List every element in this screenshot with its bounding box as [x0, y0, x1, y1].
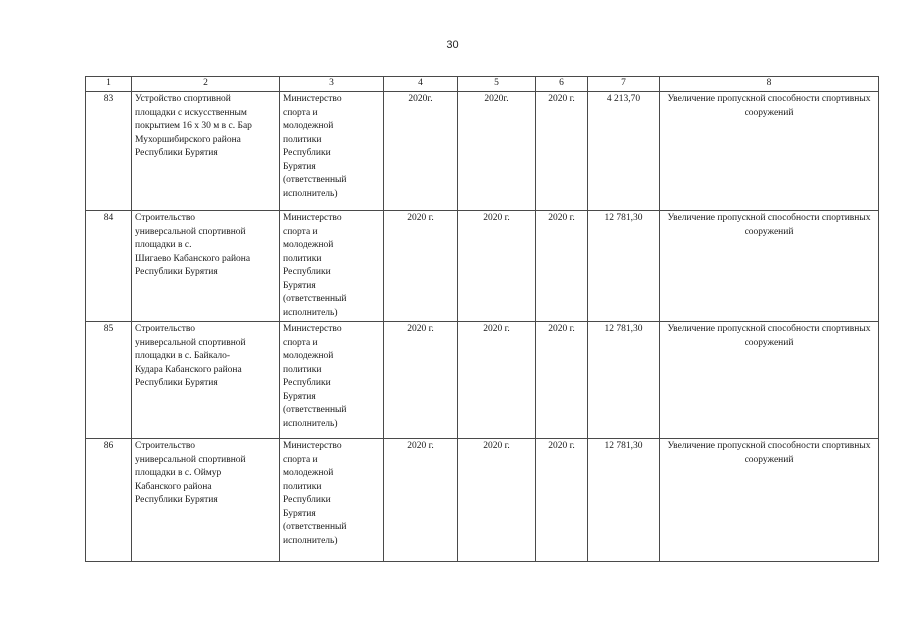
- column-header: 7: [588, 77, 660, 92]
- row-number: 85: [86, 322, 132, 439]
- executor: [280, 322, 384, 439]
- executor: [280, 211, 384, 322]
- measure-name-text: Строительство универсальной спортивной площадки в с. Оймур Кабанского района Республики Бурятия: [135, 441, 246, 505]
- year-cell: 2020 г.: [536, 322, 588, 439]
- executor-text: Министерство спорта и молодежной политики Республики Бурятия (ответственный исполнитель): [283, 94, 347, 199]
- year-cell: 2020г.: [384, 92, 458, 211]
- year-cell: 2020 г.: [536, 439, 588, 562]
- program-table: [85, 76, 879, 562]
- column-header: 2: [132, 77, 280, 92]
- year-cell: 2020 г.: [458, 211, 536, 322]
- year-cell: 2020 г.: [384, 439, 458, 562]
- amount-cell: 12 781,30: [588, 439, 660, 562]
- executor-text: Министерство спорта и молодежной политики Республики Бурятия (ответственный исполнитель): [283, 441, 347, 546]
- measure-name: [132, 211, 280, 322]
- row-number: 84: [86, 211, 132, 322]
- column-header: 3: [280, 77, 384, 92]
- executor: [280, 92, 384, 211]
- page-number: 30: [446, 39, 459, 51]
- year-cell: 2020 г.: [536, 211, 588, 322]
- table-header-row: [86, 77, 879, 92]
- year-cell: 2020 г.: [384, 211, 458, 322]
- result-cell: Увеличение пропускной способности спортивных сооружений: [660, 92, 879, 211]
- measure-name-text: Устройство спортивной площадки с искусственным покрытием 16 х 30 м в с. Бар Мухоршибирского района Республики Бурятия: [135, 94, 252, 158]
- column-header: 1: [86, 77, 132, 92]
- year-cell: 2020 г.: [458, 322, 536, 439]
- measure-name-text: Строительство универсальной спортивной площадки в с. Шигаево Кабанского района Республики Бурятия: [135, 213, 251, 277]
- row-number: 83: [86, 92, 132, 211]
- table-row: [86, 211, 879, 322]
- table-row: [86, 92, 879, 211]
- column-header: 8: [660, 77, 879, 92]
- table-row: [86, 322, 879, 439]
- row-number: 86: [86, 439, 132, 562]
- table-row: [86, 439, 879, 562]
- year-cell: 2020 г.: [458, 439, 536, 562]
- executor-text: Министерство спорта и молодежной политики Республики Бурятия (ответственный исполнитель): [283, 324, 347, 429]
- year-cell: 2020 г.: [384, 322, 458, 439]
- amount-cell: 12 781,30: [588, 211, 660, 322]
- year-cell: 2020г.: [458, 92, 536, 211]
- amount-cell: 4 213,70: [588, 92, 660, 211]
- column-header: 6: [536, 77, 588, 92]
- executor: [280, 439, 384, 562]
- measure-name: [132, 322, 280, 439]
- measure-name: [132, 92, 280, 211]
- year-cell: 2020 г.: [536, 92, 588, 211]
- executor-text: Министерство спорта и молодежной политики Республики Бурятия (ответственный исполнитель): [283, 213, 347, 318]
- measure-name: [132, 439, 280, 562]
- column-header: 4: [384, 77, 458, 92]
- result-cell: Увеличение пропускной способности спортивных сооружений: [660, 439, 879, 562]
- column-header: 5: [458, 77, 536, 92]
- measure-name-text: Строительство универсальной спортивной площадки в с. Байкало- Кудара Кабанского района Республики Бурятия: [135, 324, 246, 388]
- result-cell: Увеличение пропускной способности спортивных сооружений: [660, 322, 879, 439]
- amount-cell: 12 781,30: [588, 322, 660, 439]
- result-cell: Увеличение пропускной способности спортивных сооружений: [660, 211, 879, 322]
